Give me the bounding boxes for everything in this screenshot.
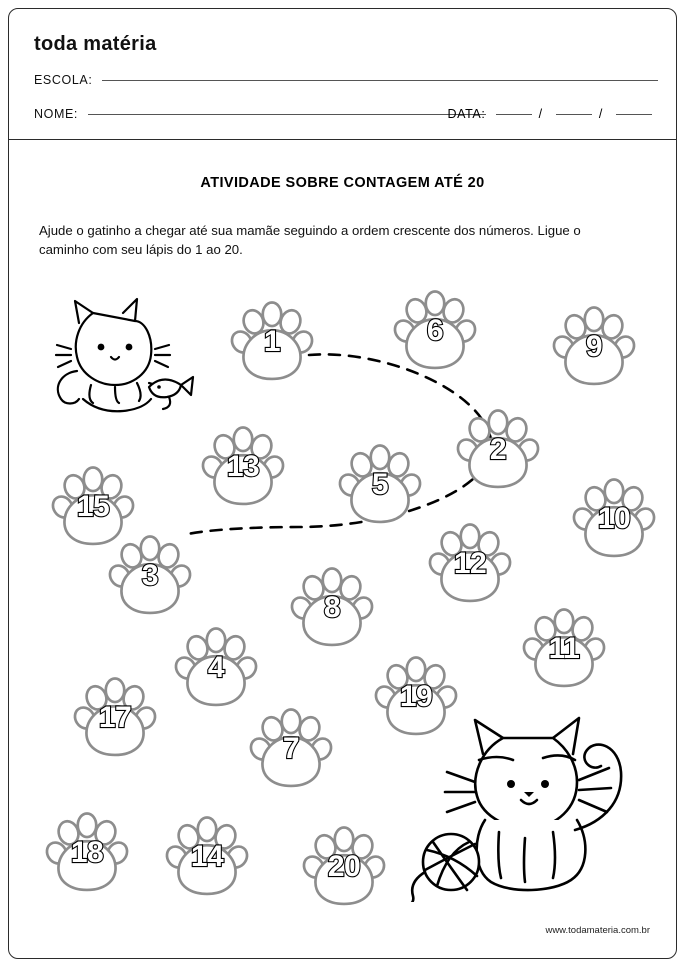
- paw-number-label: 17: [98, 701, 132, 734]
- escola-input-line[interactable]: [102, 79, 658, 81]
- paw-print-14[interactable]: [165, 815, 249, 899]
- paw-print-7[interactable]: [249, 707, 333, 791]
- paw-print-1[interactable]: [230, 300, 314, 384]
- escola-field-row: [34, 73, 658, 87]
- paw-print-3[interactable]: [108, 534, 192, 618]
- paw-print-4[interactable]: [174, 626, 258, 710]
- paw-print-19[interactable]: [374, 655, 458, 739]
- paw-print-5[interactable]: [338, 443, 422, 527]
- instructions-text: Ajude o gatinho a chegar até sua mamãe seguindo a ordem crescente dos números. Ligue o caminho com seu lápis do 1 ao 20.: [39, 223, 581, 258]
- nome-field-row: [34, 107, 486, 121]
- paw-print-20[interactable]: [302, 825, 386, 909]
- paw-number-label: 20: [327, 850, 361, 883]
- paw-number-label: 8: [323, 591, 341, 624]
- paw-number-label: 15: [76, 490, 110, 523]
- activity-canvas: [9, 277, 677, 917]
- paw-number-label: 1: [263, 325, 281, 358]
- data-day-line[interactable]: [496, 113, 532, 115]
- paw-print-2[interactable]: [456, 408, 540, 492]
- paw-number-label: 11: [548, 632, 580, 665]
- paw-number-label: 13: [226, 450, 260, 483]
- paw-number-label: 10: [597, 502, 631, 535]
- data-month-line[interactable]: [556, 113, 592, 115]
- paw-print-10[interactable]: [572, 477, 656, 561]
- paw-print-11[interactable]: [522, 607, 606, 691]
- data-year-line[interactable]: [616, 113, 652, 115]
- data-slash-1: /: [538, 107, 543, 121]
- paw-number-label: 5: [371, 468, 389, 501]
- nome-input-line[interactable]: [88, 113, 486, 115]
- data-label: DATA:: [447, 107, 486, 121]
- worksheet-page: [8, 8, 677, 959]
- escola-label: ESCOLA:: [34, 73, 93, 87]
- data-slash-2: /: [598, 107, 603, 121]
- paw-number-label: 14: [190, 840, 224, 873]
- paw-number-label: 4: [207, 651, 225, 684]
- paw-print-12[interactable]: [428, 522, 512, 606]
- data-field-row: [447, 107, 652, 121]
- paw-print-9[interactable]: [552, 305, 636, 389]
- paw-number-label: 18: [70, 836, 104, 869]
- paw-number-label: 19: [399, 680, 433, 713]
- paw-print-6[interactable]: [393, 289, 477, 373]
- brand-logo: toda matéria: [34, 33, 157, 55]
- paw-print-18[interactable]: [45, 811, 129, 895]
- paw-number-label: 12: [453, 547, 487, 580]
- paw-number-label: 7: [282, 732, 300, 765]
- worksheet-header: [9, 9, 676, 140]
- paw-print-13[interactable]: [201, 425, 285, 509]
- paw-number-label: 6: [426, 314, 444, 347]
- page-title: ATIVIDADE SOBRE CONTAGEM ATÉ 20: [200, 175, 485, 191]
- paw-print-8[interactable]: [290, 566, 374, 650]
- paw-number-label: 3: [141, 559, 159, 592]
- nome-label: NOME:: [34, 107, 78, 121]
- paw-print-17[interactable]: [73, 676, 157, 760]
- paw-number-label: 9: [585, 330, 603, 363]
- paw-number-label: 2: [489, 433, 507, 466]
- footer-url: www.todamateria.com.br: [545, 925, 650, 936]
